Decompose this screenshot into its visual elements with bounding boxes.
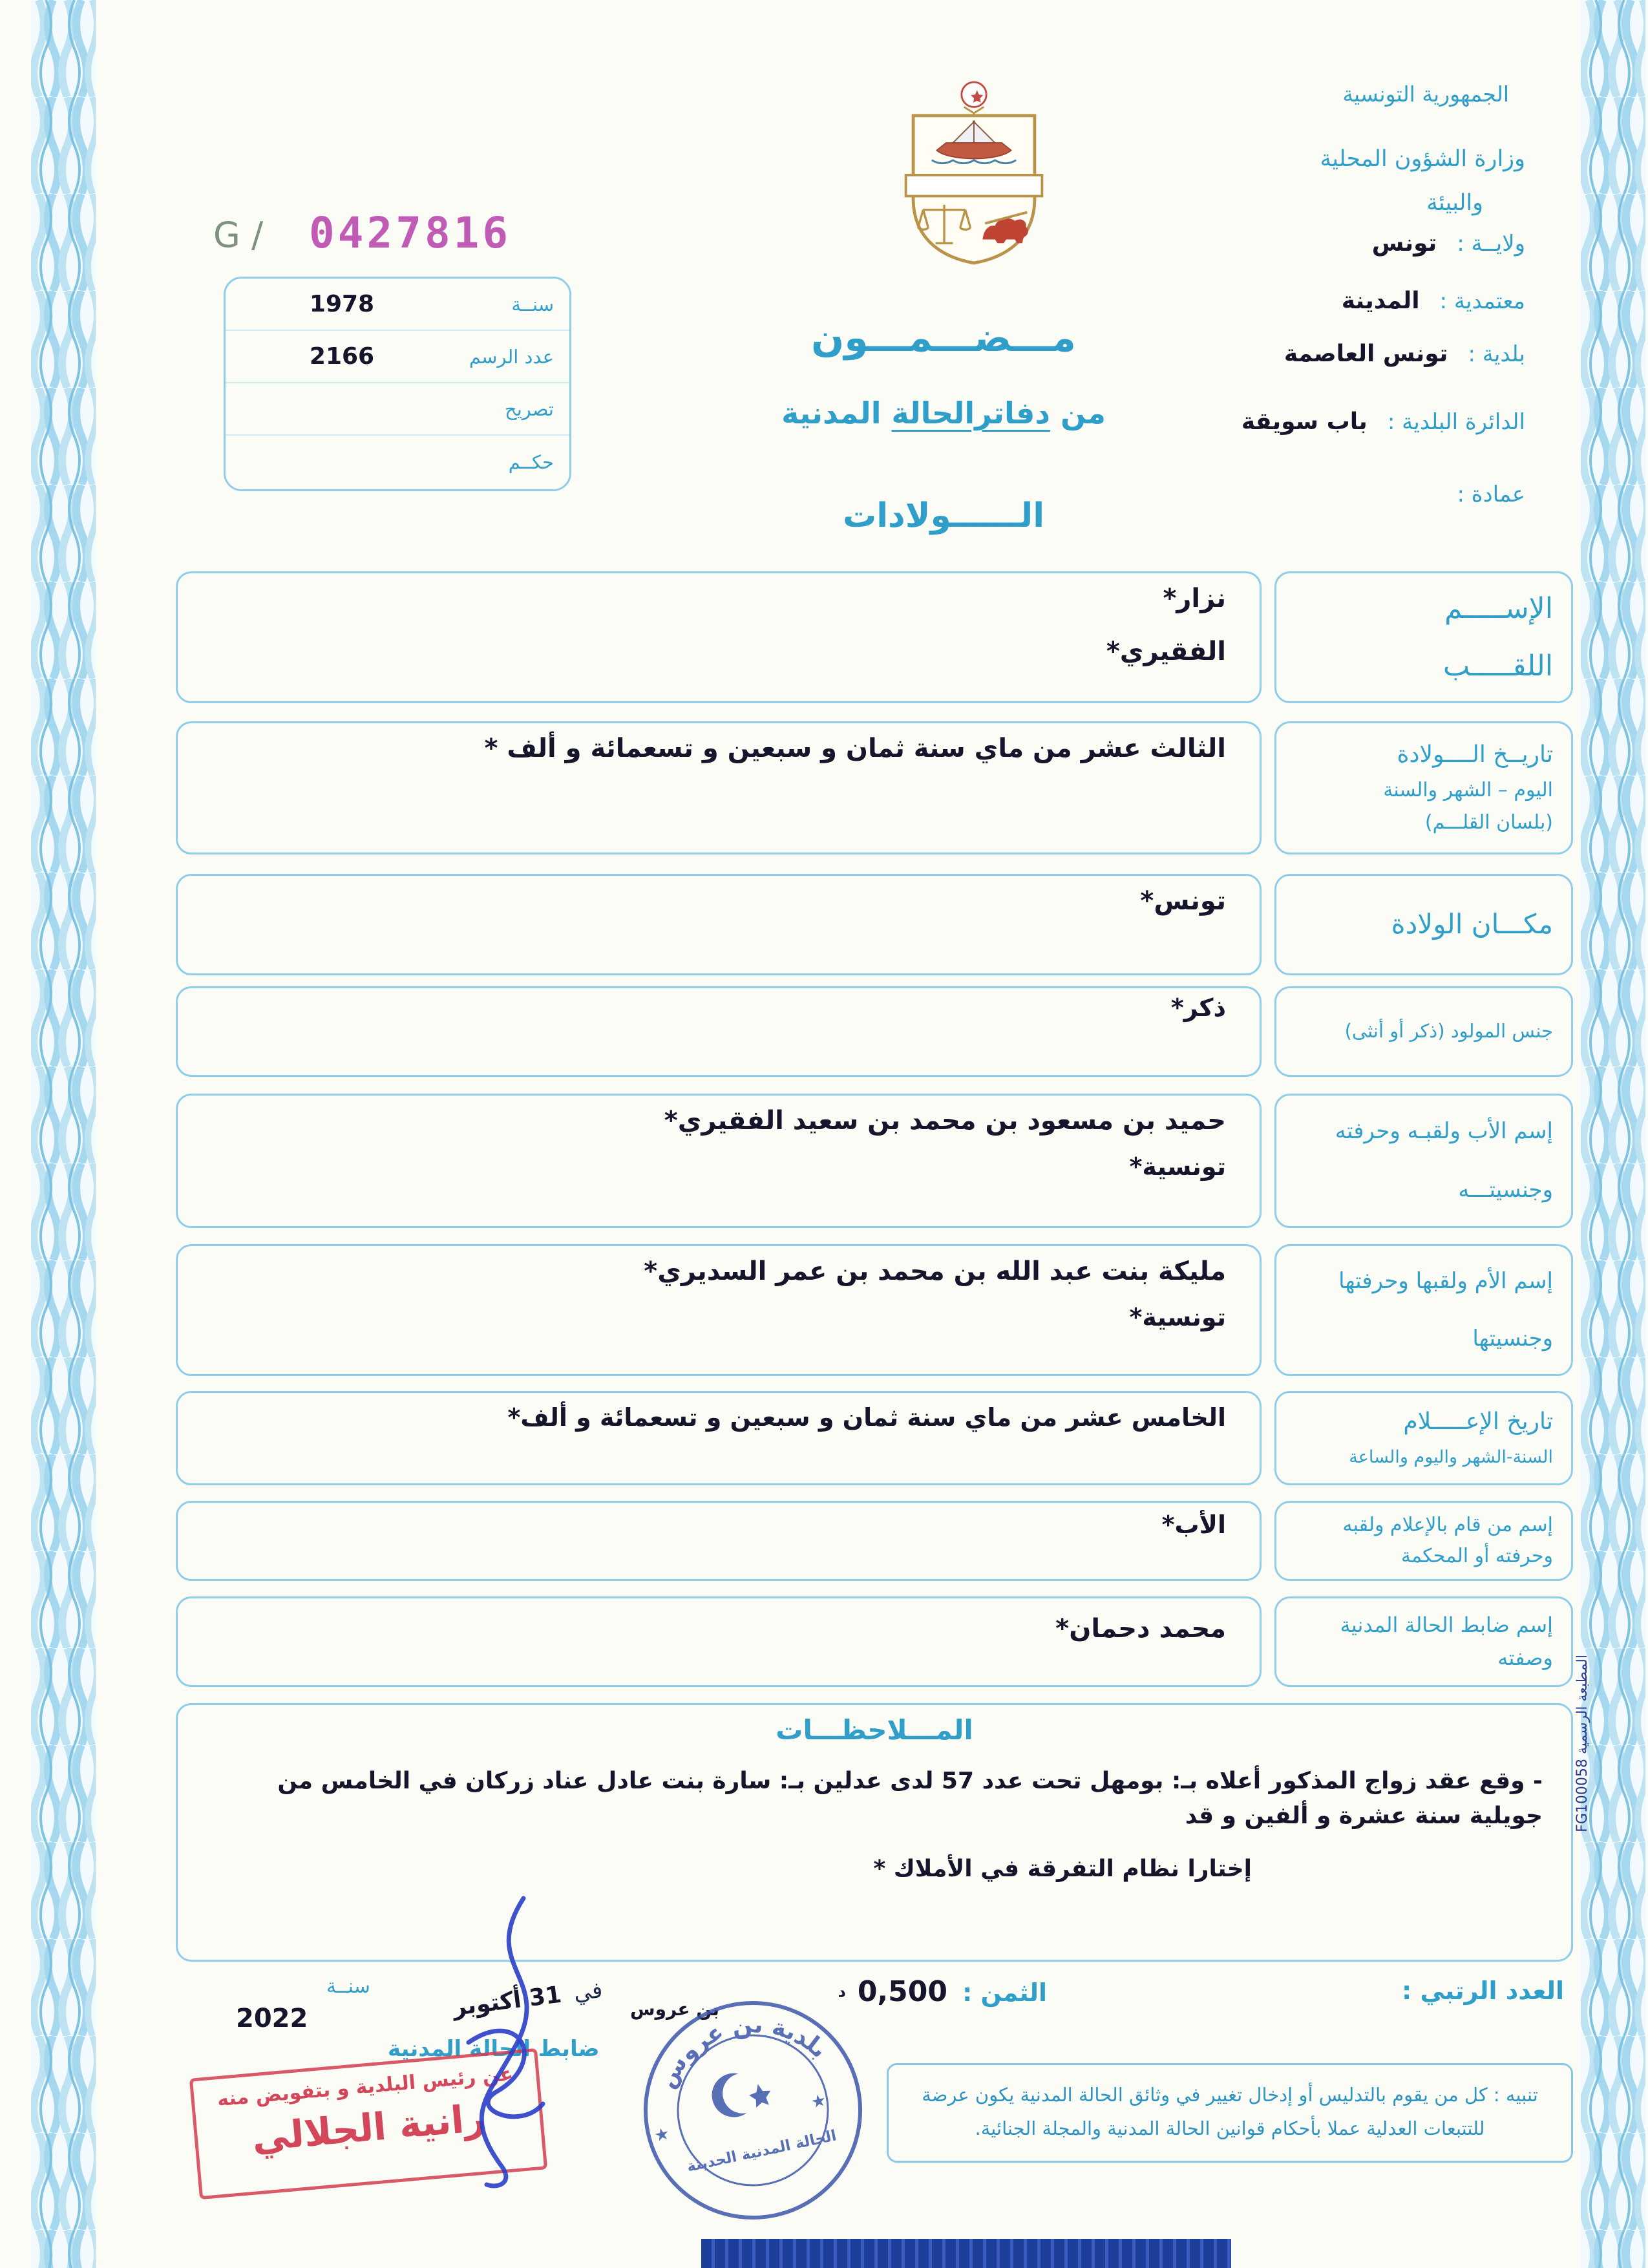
sex-label-box: [1274, 986, 1573, 1077]
birth-place-label: مكـــان الولادة: [1391, 908, 1553, 940]
round-stamp-star-icon: [747, 2082, 774, 2108]
declarant-label-box: [1274, 1501, 1573, 1581]
registry-number-value: 2166: [309, 343, 375, 370]
issue-year-value: 2022: [236, 2004, 308, 2033]
father-nationality-value: تونسية*: [1129, 1152, 1226, 1181]
given-name-value: نزار*: [1163, 584, 1226, 613]
municipality-value: تونس العاصمة: [1284, 341, 1448, 367]
delegation-value: المدينة: [1341, 288, 1420, 314]
birth-date-value: الثالث عشر من ماي سنة ثمان و سبعين و تسعمائة و ألف *: [484, 734, 1226, 763]
issue-date-in: في: [572, 1977, 604, 2007]
wilaya-value: تونس: [1371, 230, 1437, 257]
round-stamp-top-text: بلدية بن عروس: [653, 2011, 832, 2093]
officer-label-1: إسم ضابط الحالة المدنية: [1340, 1612, 1553, 1637]
round-stamp-crescent-icon: [708, 2072, 747, 2121]
name-label: الإســـــم: [1444, 591, 1553, 625]
left-guilloche-band: [31, 0, 96, 2268]
doc-title-line2: [717, 396, 1170, 430]
notes-title: المـــلاحظـــات: [776, 1714, 973, 1746]
price-unit: د: [838, 1982, 846, 2001]
issue-year-label: سنــة: [326, 1975, 370, 1998]
tunisia-coat-of-arms-icon: [900, 76, 1048, 270]
officer-signature-title: ضابط الحالة المدنية: [388, 2036, 600, 2062]
declarant-value-box: [176, 1501, 1262, 1581]
admin-field-municipality: [1267, 341, 1525, 367]
right-guilloche-band: [1581, 0, 1645, 2268]
registry-stamp-box: [224, 277, 571, 491]
father-label-1: إسم الأب ولقبـه وحرفته: [1335, 1118, 1553, 1144]
declarant-label-2: وحرفته أو المحكمة: [1400, 1545, 1553, 1567]
name-label-box: [1274, 571, 1573, 703]
doc-title-line3: الــــــولادات: [842, 496, 1045, 535]
price-label: الثمن :: [962, 1978, 1047, 2007]
bottom-security-strip: [701, 2239, 1231, 2268]
mother-value-box: [176, 1244, 1262, 1376]
mother-label-2: وجنسيتها: [1472, 1325, 1553, 1351]
birth-date-label-2: اليوم – الشهر والسنة: [1383, 778, 1553, 801]
price-field: [838, 1975, 1047, 2008]
father-value-box: [176, 1094, 1262, 1228]
notification-date-label-2: السنة-الشهر واليوم والساعة: [1349, 1447, 1553, 1468]
notification-date-label-1: تاريخ الإعـــــلام: [1403, 1408, 1553, 1436]
declarant-value: الأب*: [1161, 1510, 1226, 1539]
warning-line1: تنبيه : كل من يقوم بالتدليس أو إدخال تغيير في وثائق الحالة المدنية يكون عرضة: [922, 2084, 1538, 2106]
admin-field-omda: [1423, 481, 1525, 507]
issue-date-day: 31 أكتوبر: [451, 1981, 564, 2022]
admin-field-district: [1225, 408, 1525, 435]
municipality-label: بلدية :: [1468, 341, 1525, 367]
birth-date-value-box: [176, 721, 1262, 854]
ministry-line-1: وزارة الشؤون المحلية: [1320, 146, 1525, 172]
doc-title-line1: مـــضـــمـــون: [811, 315, 1076, 361]
notification-date-value-box: [176, 1391, 1262, 1485]
father-name-value: حميد بن مسعود بن محمد بن سعيد الفقيري*: [664, 1106, 1226, 1136]
warning-box: [887, 2063, 1573, 2163]
officer-label-box: [1274, 1596, 1573, 1687]
registry-row-number: [226, 331, 569, 383]
omda-label: عمادة :: [1457, 482, 1525, 507]
registry-number-label: عدد الرسم: [469, 345, 554, 368]
father-label-box: [1274, 1094, 1573, 1228]
district-value: باب سويقة: [1241, 408, 1368, 435]
birth-date-label-3: (بلسان القلـــم): [1424, 811, 1553, 834]
officer-name-value: محمد دحمان*: [1055, 1614, 1226, 1644]
officer-value-box: [176, 1596, 1262, 1687]
birth-place-value: تونس*: [1140, 886, 1226, 916]
price-value: 0,500: [857, 1975, 947, 2008]
declarant-label-1: إسم من قام بالإعلام ولقبه: [1342, 1513, 1553, 1536]
father-label-2: وجنسيتـــه: [1458, 1176, 1553, 1203]
birth-date-label-box: [1274, 721, 1573, 854]
round-stamp-star-right: ★: [809, 2090, 829, 2113]
surname-value: الفقيري*: [1106, 637, 1226, 666]
registry-year-label: سنــة: [511, 293, 554, 315]
notes-text-line2: إختارا نظام التفرقة في الأملاك *: [873, 1856, 1252, 1882]
doc-title-line2-pre: من: [1050, 396, 1106, 430]
doc-title-line2-post: المدنية: [781, 396, 892, 430]
red-stamp-name: رانية الجلالي: [250, 2095, 487, 2160]
red-stamp-line1: عن رئيس البلدية و بتفويض منه: [216, 2062, 514, 2112]
printer-code: المطبعة الرسمية FG100058: [1574, 1655, 1590, 1832]
admin-field-delegation: [1325, 288, 1525, 314]
registry-year-value: 1978: [309, 291, 375, 317]
svg-text:بلدية بن عروس: [644, 1995, 836, 2097]
sex-value-box: [176, 986, 1262, 1077]
sex-value: ذكر*: [1170, 993, 1226, 1022]
officer-label-2: وصفته: [1497, 1646, 1553, 1670]
registry-row-year: [226, 279, 569, 331]
notification-date-label-box: [1274, 1391, 1573, 1485]
registry-declaration-label: تصريح: [504, 397, 554, 420]
wilaya-label: ولايــة :: [1457, 231, 1525, 257]
mother-nationality-value: تونسية*: [1129, 1303, 1226, 1331]
municipal-round-stamp: [637, 1994, 869, 2227]
birth-place-label-box: [1274, 874, 1573, 975]
warning-line2: للتتبعات العدلية عملا بأحكام قوانين الحالة المدنية والمجلة الجنائية.: [975, 2117, 1485, 2140]
ministry-line-2: والبيئة: [1426, 190, 1483, 216]
surname-label: اللقـــــب: [1442, 649, 1553, 683]
mother-name-value: مليكة بنت عبد الله بن محمد بن عمر السديري*: [644, 1256, 1226, 1286]
registry-row-declaration: [226, 383, 569, 436]
registry-row-judgment: [226, 436, 569, 488]
doc-title-line2-underlined: دفاترالحالة: [891, 396, 1051, 430]
sex-label: جنس المولود (ذكر أو أنثى): [1344, 1020, 1553, 1043]
signature-scribble: [423, 1891, 598, 2194]
admin-field-wilaya: [1355, 230, 1525, 257]
district-label: الدائرة البلدية :: [1387, 409, 1525, 435]
name-value-box: [176, 571, 1262, 703]
mother-label-box: [1274, 1244, 1573, 1376]
notes-box: [176, 1703, 1573, 1962]
delegation-label: معتمدية :: [1439, 288, 1525, 314]
notification-date-value: الخامس عشر من ماي سنة ثمان و سبعين و تسعمائة و ألف*: [507, 1403, 1226, 1432]
stamp-place-text: بن عروس: [630, 1998, 720, 2020]
round-stamp-bottom-text: الحالة المدنية الحديثة: [685, 2127, 838, 2176]
birth-date-label-1: تاريــخ الــــولادة: [1397, 741, 1553, 768]
serial-prefix: G /: [213, 215, 264, 255]
republic-title: الجمهورية التونسية: [1342, 81, 1509, 107]
registry-judgment-label: حكــم: [508, 450, 554, 473]
mother-label-1: إسم الأم ولقبها وحرفتها: [1338, 1267, 1553, 1294]
birth-place-value-box: [176, 874, 1262, 975]
notes-text-line1: - وقع عقد زواج المذكور أعلاه بـ: بومهل تحت عدد 57 لدى عدلين بـ: سارة بنت عادل عناد زركان في الخامس من جويلية سنة عشرة و ألفين و قد: [277, 1768, 1543, 1829]
serial-number: 0427816: [309, 208, 512, 258]
round-stamp-star-left: ★: [652, 2124, 671, 2146]
ordinal-number-label: العدد الرتبي :: [1401, 1977, 1564, 2005]
